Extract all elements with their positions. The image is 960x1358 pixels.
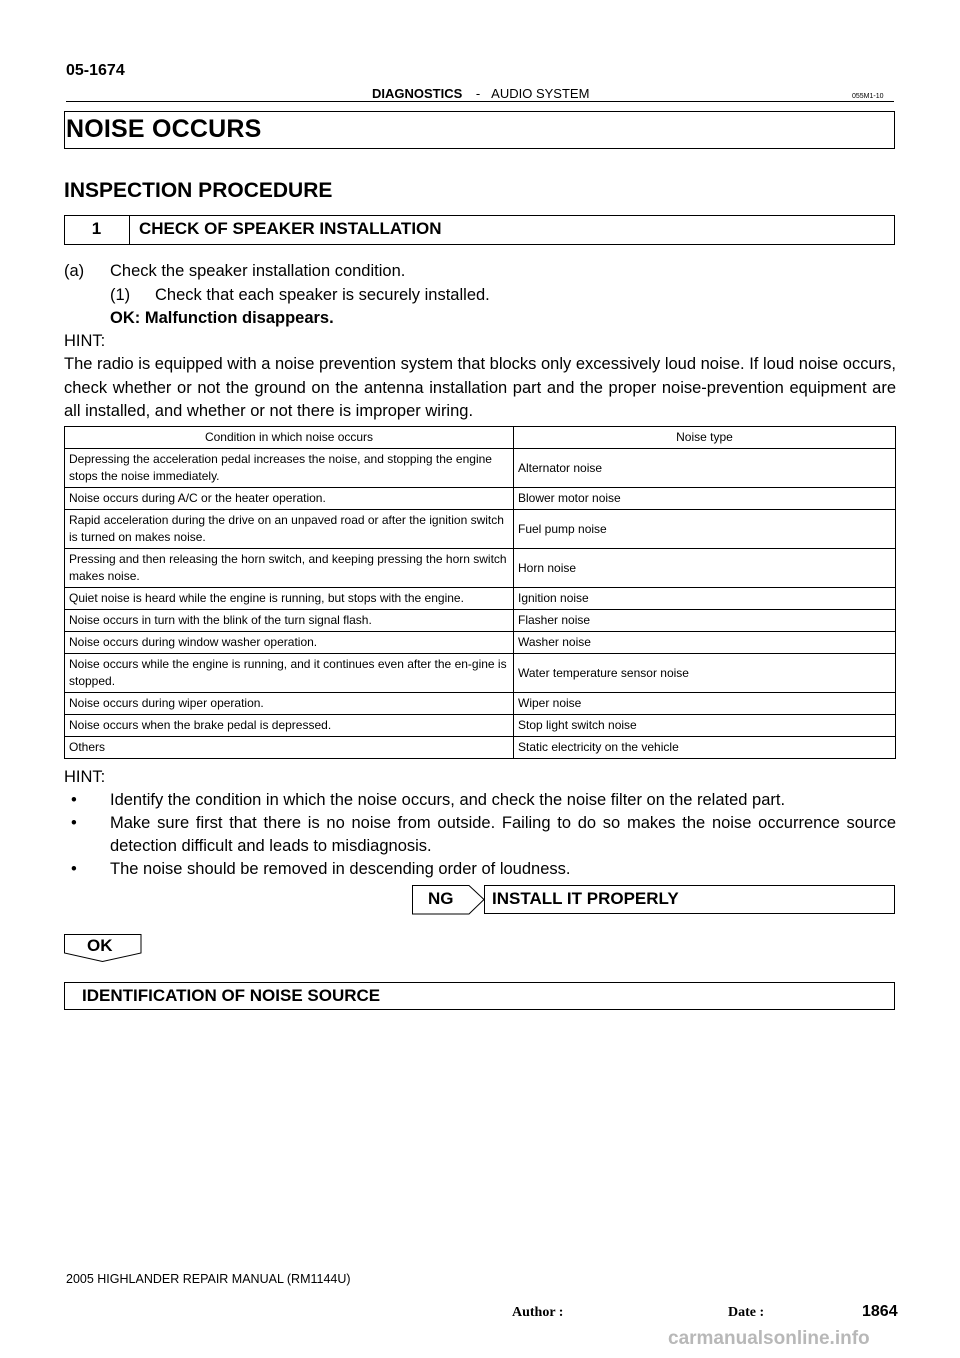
condition-cell: Quiet noise is heard while the engine is running, but stops with the engine. bbox=[65, 588, 514, 610]
hint-label: HINT: bbox=[64, 332, 106, 350]
type-cell: Flasher noise bbox=[514, 610, 896, 632]
type-cell: Static electricity on the vehicle bbox=[514, 737, 896, 759]
footer-page-number: 1864 bbox=[862, 1303, 898, 1320]
condition-cell: Noise occurs while the engine is running, and it continues even after the en-gine is stopped. bbox=[65, 654, 514, 693]
table-row bbox=[65, 715, 896, 737]
condition-cell: Noise occurs during window washer operation. bbox=[65, 632, 514, 654]
footer-author-label: Author : bbox=[512, 1305, 564, 1320]
bullet-icon: • bbox=[71, 791, 77, 809]
type-cell: Horn noise bbox=[514, 549, 896, 588]
bullet-text: Make sure first that there is no noise from outside. Failing to do so makes the noise occurrence source detection difficult and leads to misdiagnosis. bbox=[110, 814, 896, 855]
next-step-text: IDENTIFICATION OF NOISE SOURCE bbox=[82, 986, 381, 1005]
ng-action-text: INSTALL IT PROPERLY bbox=[492, 889, 679, 908]
watermark: carmanualsonline.info bbox=[668, 1328, 870, 1349]
noise-table bbox=[64, 426, 896, 759]
header-subsection: AUDIO SYSTEM bbox=[491, 86, 590, 101]
footer-manual: 2005 HIGHLANDER REPAIR MANUAL (RM1144U) bbox=[66, 1272, 351, 1286]
ok-label: OK bbox=[87, 936, 113, 955]
step-title: CHECK OF SPEAKER INSTALLATION bbox=[139, 219, 442, 238]
header-section: DIAGNOSTICS bbox=[372, 86, 463, 101]
condition-cell: Depressing the acceleration pedal increases the noise, and stopping the engine stops the noise immediately. bbox=[65, 449, 514, 488]
condition-cell: Noise occurs during wiper operation. bbox=[65, 693, 514, 715]
header-title bbox=[372, 86, 589, 101]
hint-paragraph: The radio is equipped with a noise prevention system that blocks only excessively loud noise. If loud noise occurs, check whether or not the ground on the antenna installation part and the proper noise-prevention equipment are all installed, and whether or not there is improper wiring. bbox=[64, 355, 896, 420]
bullet-icon: • bbox=[71, 860, 77, 878]
table-header-condition: Condition in which noise occurs bbox=[65, 427, 514, 449]
condition-cell: Rapid acceleration during the drive on an unpaved road or after the ignition switch is turned on makes noise. bbox=[65, 510, 514, 549]
condition-cell: Pressing and then releasing the horn switch, and keeping pressing the horn switch makes noise. bbox=[65, 549, 514, 588]
type-cell: Water temperature sensor noise bbox=[514, 654, 896, 693]
table-header-row bbox=[65, 427, 896, 449]
type-cell: Fuel pump noise bbox=[514, 510, 896, 549]
header-separator: - bbox=[475, 86, 481, 101]
type-cell: Wiper noise bbox=[514, 693, 896, 715]
hint-bullet-item bbox=[64, 812, 896, 858]
table-row bbox=[65, 449, 896, 488]
hint2-label: HINT: bbox=[64, 768, 106, 786]
instruction-a-label: (a) bbox=[64, 262, 85, 280]
hint-bullet-item bbox=[64, 789, 896, 812]
table-row bbox=[65, 549, 896, 588]
table-row bbox=[65, 588, 896, 610]
type-cell: Ignition noise bbox=[514, 588, 896, 610]
type-cell: Alternator noise bbox=[514, 449, 896, 488]
instruction-a-text: Check the speaker installation condition. bbox=[110, 262, 406, 280]
table-row bbox=[65, 510, 896, 549]
condition-cell: Others bbox=[65, 737, 514, 759]
page-code: 05-1674 bbox=[66, 62, 125, 79]
doc-code: 055M1-10 bbox=[852, 93, 884, 100]
bullet-text: The noise should be removed in descending order of loudness. bbox=[110, 860, 571, 878]
condition-cell: Noise occurs in turn with the blink of the turn signal flash. bbox=[65, 610, 514, 632]
page-title: NOISE OCCURS bbox=[66, 115, 262, 143]
type-cell: Stop light switch noise bbox=[514, 715, 896, 737]
inspection-heading: INSPECTION PROCEDURE bbox=[64, 179, 333, 202]
hint-bullet-item bbox=[64, 858, 896, 881]
table-row bbox=[65, 610, 896, 632]
table-row bbox=[65, 693, 896, 715]
bullet-text: Identify the condition in which the noise occurs, and check the noise filter on the related part. bbox=[110, 791, 786, 809]
footer-date-label: Date : bbox=[728, 1305, 765, 1320]
condition-cell: Noise occurs when the brake pedal is depressed. bbox=[65, 715, 514, 737]
bullet-icon: • bbox=[71, 814, 77, 832]
table-header-type: Noise type bbox=[514, 427, 896, 449]
ng-label: NG bbox=[428, 889, 454, 908]
condition-cell: Noise occurs during A/C or the heater operation. bbox=[65, 488, 514, 510]
table-row bbox=[65, 737, 896, 759]
header-divider bbox=[66, 101, 894, 102]
ok-result: OK: Malfunction disappears. bbox=[110, 309, 334, 327]
instruction-1-label: (1) bbox=[110, 286, 131, 304]
table-row bbox=[65, 488, 896, 510]
table-row bbox=[65, 632, 896, 654]
instruction-1-text: Check that each speaker is securely installed. bbox=[155, 286, 490, 304]
type-cell: Washer noise bbox=[514, 632, 896, 654]
table-row bbox=[65, 654, 896, 693]
step-number: 1 bbox=[64, 215, 130, 245]
type-cell: Blower motor noise bbox=[514, 488, 896, 510]
